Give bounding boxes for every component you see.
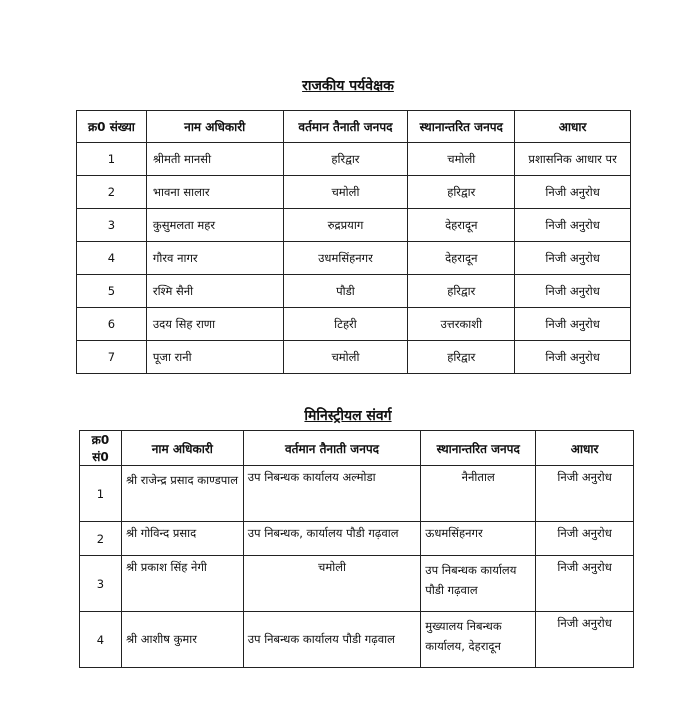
basis-cell: निजी अनुरोध — [536, 556, 634, 612]
basis-cell: निजी अनुरोध — [515, 275, 631, 308]
table-row — [77, 308, 631, 341]
supervisors-table — [76, 110, 631, 374]
table-row — [77, 143, 631, 176]
table-row — [80, 466, 634, 522]
current-district-cell: टिहरी — [283, 308, 408, 341]
basis-cell: निजी अनुरोध — [515, 341, 631, 374]
transferred-district-cell: देहरादून — [408, 242, 515, 275]
serial-cell: 1 — [80, 466, 122, 522]
serial-cell: 4 — [80, 612, 122, 668]
header-serial: क्र0 संख्या — [77, 111, 147, 143]
serial-cell: 5 — [77, 275, 147, 308]
officer-name-cell: श्रीमती मानसी — [146, 143, 283, 176]
table-row — [80, 612, 634, 668]
basis-cell: निजी अनुरोध — [515, 176, 631, 209]
transferred-district-cell: चमोली — [408, 143, 515, 176]
table-row — [77, 176, 631, 209]
header-officer-name: नाम अधिकारी — [146, 111, 283, 143]
transferred-district-cell: ऊधमसिंहनगर — [421, 522, 536, 556]
current-district-cell: चमोली — [243, 556, 421, 612]
section2-title: मिनिस्ट्रीयल संवर्ग — [304, 408, 392, 424]
table-row — [80, 556, 634, 612]
table-row — [77, 275, 631, 308]
serial-cell: 2 — [80, 522, 122, 556]
serial-cell: 1 — [77, 143, 147, 176]
current-district-cell: रुद्रप्रयाग — [283, 209, 408, 242]
current-district-cell: हरिद्वार — [283, 143, 408, 176]
header-transferred-district: स्थानान्तरित जनपद — [421, 431, 536, 466]
serial-cell: 7 — [77, 341, 147, 374]
basis-cell: निजी अनुरोध — [515, 242, 631, 275]
current-district-cell: उधमसिंहनगर — [283, 242, 408, 275]
officer-name-cell: श्री प्रकाश सिंह नेगी — [121, 556, 243, 612]
header-transferred-district: स्थानान्तरित जनपद — [408, 111, 515, 143]
header-serial: क्र0 सं0 — [80, 431, 122, 466]
basis-cell: प्रशासनिक आधार पर — [515, 143, 631, 176]
table-row — [77, 341, 631, 374]
basis-cell: निजी अनुरोध — [515, 209, 631, 242]
header-current-district: वर्तमान तैनाती जनपद — [283, 111, 408, 143]
table-row — [77, 242, 631, 275]
basis-cell: निजी अनुरोध — [536, 522, 634, 556]
current-district-cell: उप निबन्धक कार्यालय पौडी गढ़वाल — [243, 612, 421, 668]
serial-cell: 4 — [77, 242, 147, 275]
basis-cell: निजी अनुरोध — [536, 466, 634, 522]
transferred-district-cell: हरिद्वार — [408, 341, 515, 374]
transferred-district-cell: मुख्यालय निबन्धक कार्यालय, देहरादून — [421, 612, 536, 668]
serial-cell: 2 — [77, 176, 147, 209]
officer-name-cell: गौरव नागर — [146, 242, 283, 275]
current-district-cell: चमोली — [283, 341, 408, 374]
officer-name-cell: श्री गोविन्द प्रसाद — [121, 522, 243, 556]
ministerial-cadre-table — [79, 430, 634, 668]
officer-name-cell: उदय सिह राणा — [146, 308, 283, 341]
basis-cell: निजी अनुरोध — [515, 308, 631, 341]
officer-name-cell: श्री आशीष कुमार — [121, 612, 243, 668]
transferred-district-cell: हरिद्वार — [408, 275, 515, 308]
header-row — [80, 431, 634, 466]
current-district-cell: उप निबन्धक, कार्यालय पौडी गढ़वाल — [243, 522, 421, 556]
serial-cell: 3 — [77, 209, 147, 242]
officer-name-cell: पूजा रानी — [146, 341, 283, 374]
basis-cell: निजी अनुरोध — [536, 612, 634, 668]
header-basis: आधार — [536, 431, 634, 466]
officer-name-cell: श्री राजेन्द्र प्रसाद काण्डपाल — [121, 466, 243, 522]
officer-name-cell: भावना सालार — [146, 176, 283, 209]
header-basis: आधार — [515, 111, 631, 143]
serial-cell: 3 — [80, 556, 122, 612]
current-district-cell: उप निबन्धक कार्यालय अल्मोडा — [243, 466, 421, 522]
transferred-district-cell: देहरादून — [408, 209, 515, 242]
section1-title: राजकीय पर्यवेक्षक — [302, 78, 394, 94]
officer-name-cell: रश्मि सैनी — [146, 275, 283, 308]
table-row — [80, 522, 634, 556]
table-row — [77, 209, 631, 242]
transferred-district-cell: उप निबन्धक कार्यालय पौडी गढ़वाल — [421, 556, 536, 612]
transferred-district-cell: हरिद्वार — [408, 176, 515, 209]
transferred-district-cell: नैनीताल — [421, 466, 536, 522]
header-current-district: वर्तमान तैनाती जनपद — [243, 431, 421, 466]
header-row — [77, 111, 631, 143]
current-district-cell: पौडी — [283, 275, 408, 308]
header-officer-name: नाम अधिकारी — [121, 431, 243, 466]
serial-cell: 6 — [77, 308, 147, 341]
current-district-cell: चमोली — [283, 176, 408, 209]
officer-name-cell: कुसुमलता महर — [146, 209, 283, 242]
transferred-district-cell: उत्तरकाशी — [408, 308, 515, 341]
